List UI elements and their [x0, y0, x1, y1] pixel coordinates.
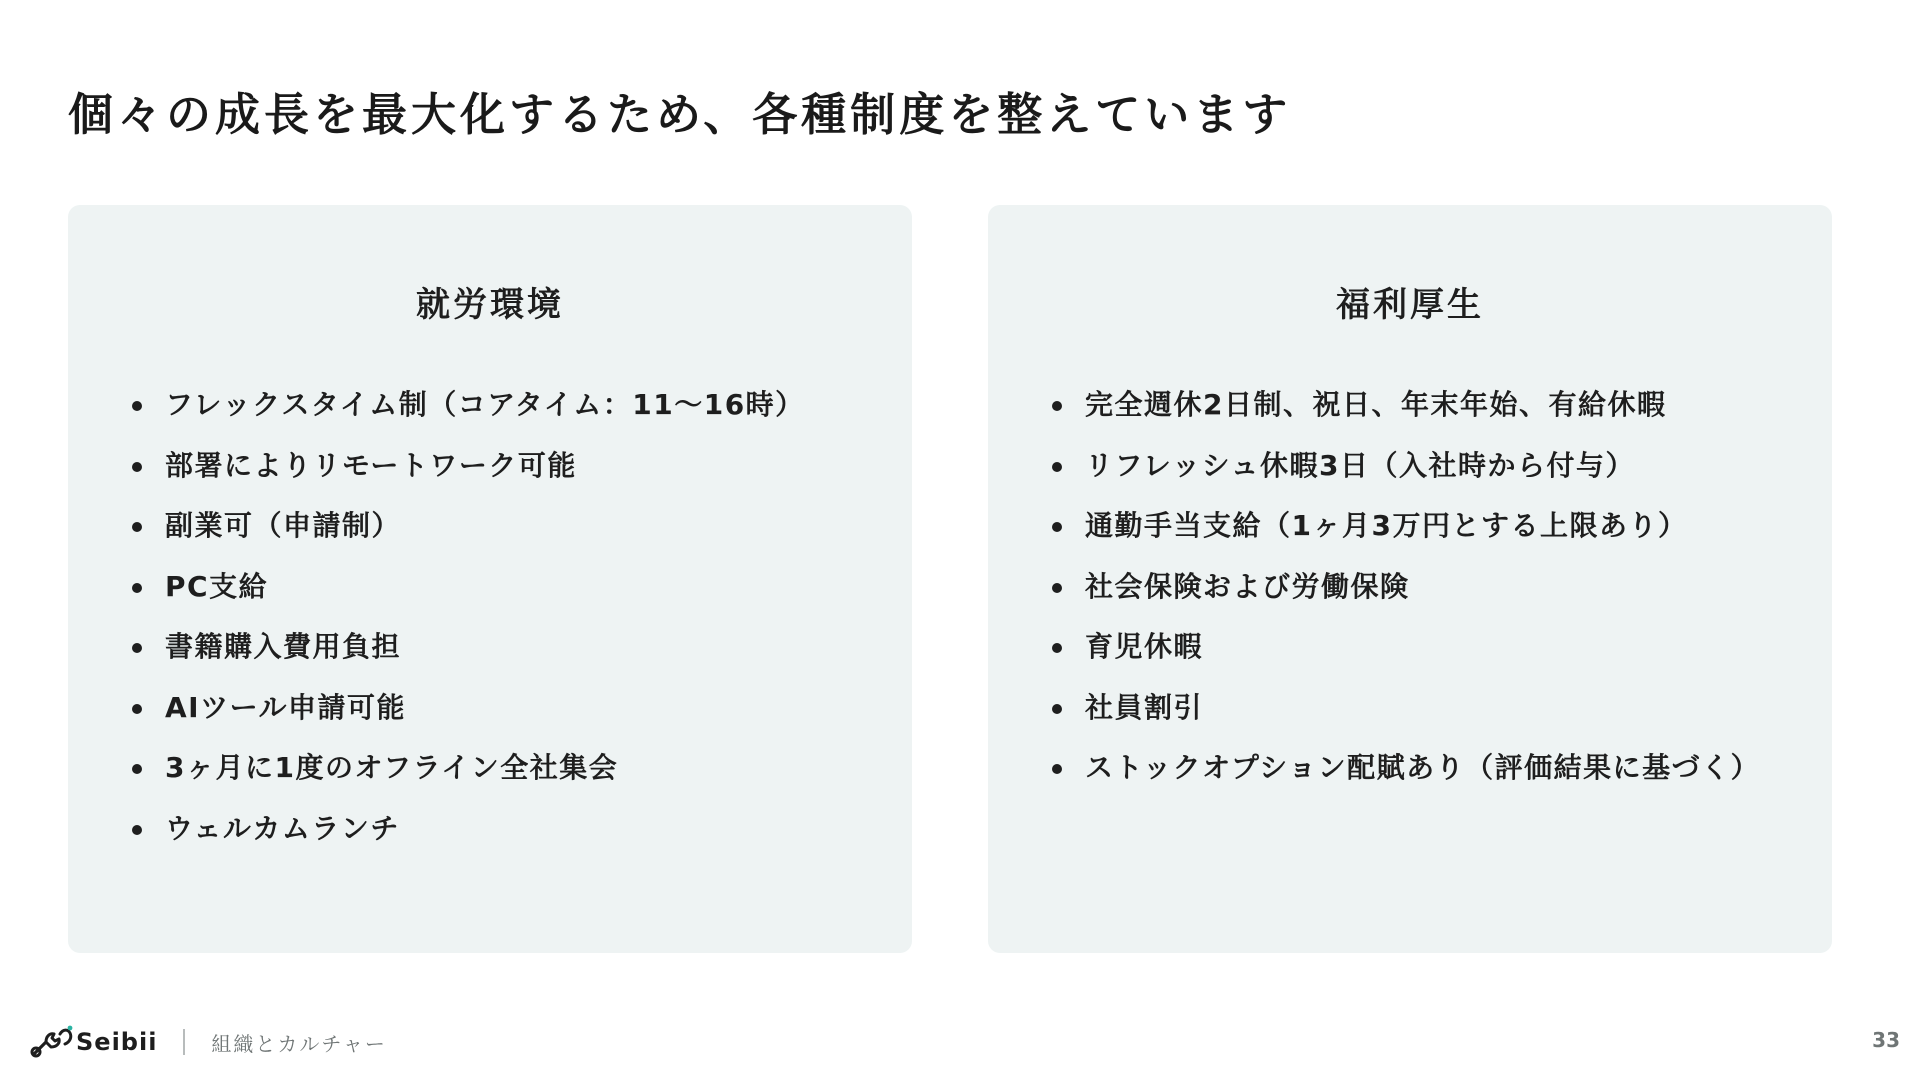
- list-item: [132, 375, 805, 436]
- bullet-icon: [1052, 764, 1062, 774]
- list-item-label: フレックスタイム制（コアタイム：11〜16時）: [165, 388, 805, 421]
- list-item-label: 副業可（申請制）: [165, 509, 402, 542]
- bullet-icon: [132, 764, 142, 774]
- card-heading: 福利厚生: [1336, 285, 1484, 325]
- bullet-icon: [132, 825, 142, 835]
- card-work-environment: [68, 205, 912, 953]
- list-item: [132, 678, 805, 739]
- company-logo: [30, 1024, 157, 1060]
- list-item: [1052, 496, 1760, 557]
- list-item: [132, 436, 805, 497]
- list-item: [1052, 617, 1760, 678]
- list-item: [1052, 375, 1760, 436]
- logo-text: Seibii: [76, 1028, 158, 1056]
- list-item-label: 完全週休2日制、祝日、年末年始、有給休暇: [1085, 388, 1667, 421]
- benefit-list: [132, 375, 805, 859]
- list-item-label: ウェルカムランチ: [165, 811, 400, 845]
- footer-divider: [183, 1029, 185, 1055]
- list-item: [132, 557, 805, 618]
- list-item: [132, 799, 805, 860]
- list-item-label: 社員割引: [1085, 690, 1204, 724]
- list-item-label: 育児休暇: [1085, 630, 1204, 663]
- wrench-logo-icon: [30, 1024, 74, 1060]
- list-item-label: 3ヶ月に1度のオフライン全社集会: [165, 751, 619, 784]
- card-heading: 就労環境: [416, 285, 564, 325]
- list-item-label: ストックオプション配賦あり（評価結果に基づく）: [1085, 751, 1761, 784]
- list-item: [1052, 678, 1760, 739]
- bullet-icon: [132, 522, 142, 532]
- bullet-icon: [132, 704, 142, 714]
- section-label: 組織とカルチャー: [211, 1031, 387, 1056]
- list-item-label: 社会保険および労働保険: [1085, 569, 1410, 603]
- list-item-label: 書籍購入費用負担: [165, 630, 402, 663]
- list-item-label: 通勤手当支給（1ヶ月3万円とする上限あり）: [1085, 509, 1688, 542]
- benefit-list: [1052, 375, 1760, 799]
- list-item-label: 部署によりリモートワーク可能: [165, 448, 577, 482]
- page-number: 33: [1872, 1028, 1900, 1052]
- bullet-icon: [132, 643, 142, 653]
- list-item: [132, 496, 805, 557]
- list-item: [132, 617, 805, 678]
- list-item: [1052, 738, 1760, 799]
- bullet-icon: [1052, 704, 1062, 714]
- bullet-icon: [1052, 522, 1062, 532]
- list-item-label: リフレッシュ休暇3日（入社時から付与）: [1085, 448, 1636, 482]
- bullet-icon: [132, 401, 142, 411]
- footer: [30, 1022, 387, 1062]
- list-item-label: AIツール申請可能: [165, 690, 407, 724]
- list-item: [1052, 557, 1760, 618]
- page-title: 個々の成長を最大化するため、各種制度を整えています: [68, 88, 1292, 141]
- bullet-icon: [132, 583, 142, 593]
- bullet-icon: [1052, 583, 1062, 593]
- list-item: [132, 738, 805, 799]
- bullet-icon: [1052, 462, 1062, 472]
- list-item-label: PC支給: [165, 569, 269, 603]
- bullet-icon: [132, 462, 142, 472]
- bullet-icon: [1052, 401, 1062, 411]
- card-welfare: [988, 205, 1832, 953]
- bullet-icon: [1052, 643, 1062, 653]
- list-item: [1052, 436, 1760, 497]
